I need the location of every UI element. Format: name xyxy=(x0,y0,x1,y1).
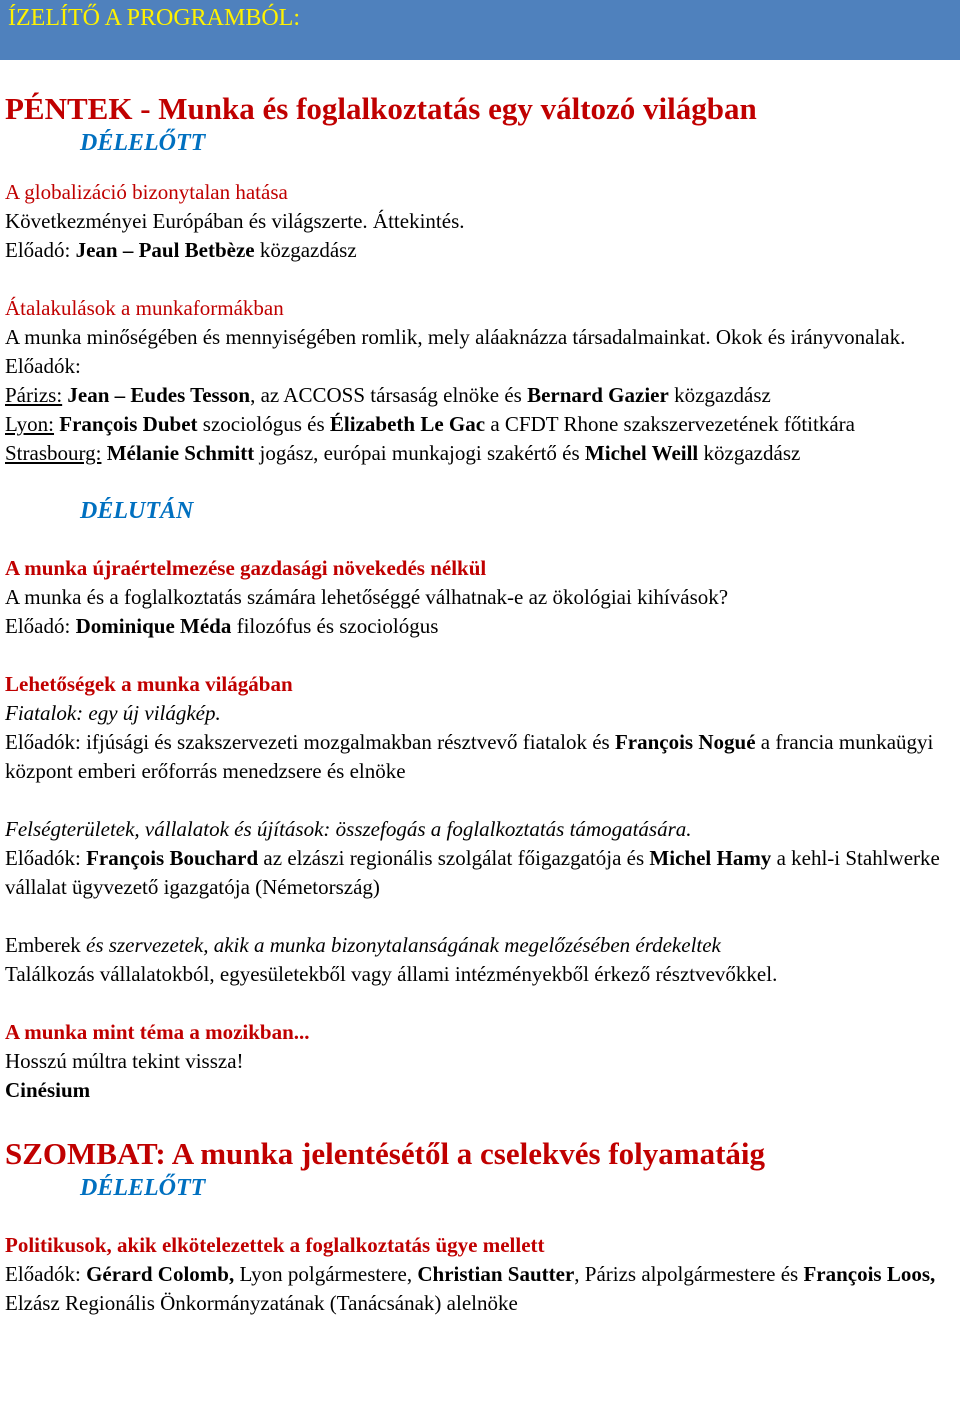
speakers-strasbourg: Strasbourg: Mélanie Schmitt jogász, európai munkajogi szakértő és Michel Weill közgazdász xyxy=(5,441,801,465)
city-label: Strasbourg: xyxy=(5,441,102,465)
session-subtitle: Fiatalok: egy új világkép. xyxy=(5,701,221,725)
session-territories xyxy=(5,815,955,902)
friday-morning-label: DÉLELŐTT xyxy=(80,130,206,156)
banner-title: ÍZELÍTŐ A PROGRAMBÓL: xyxy=(8,5,301,31)
saturday-title: SZOMBAT: A munka jelentésétől a cselekvés folyamatáig xyxy=(5,1136,766,1171)
session-desc: A munka és a foglalkoztatás számára lehetőséggé válhatnak-e az ökológiai kihívások? xyxy=(5,585,729,609)
session-desc: Hosszú múltra tekint vissza! xyxy=(5,1049,244,1073)
speakers-label: Előadók: xyxy=(5,354,81,378)
speaker-name: Jean – Paul Betbèze xyxy=(75,238,255,262)
session-cinema xyxy=(5,1018,955,1105)
session-title: Politikusok, akik elkötelezettek a foglalkoztatás ügye mellett xyxy=(5,1233,545,1257)
session-speaker: Előadók: Gérard Colomb, Lyon polgármestere, Christian Sautter, Párizs alpolgármestere és François Loos, Elzász Regionális Önkormányzatának (Tanácsának) alelnöke xyxy=(5,1262,936,1315)
program-content xyxy=(0,60,960,1318)
session-speaker: Előadók: François Bouchard az elzászi regionális szolgálat főigazgatója és Michel Hamy a kehl-i Stahlwerke vállalat ügyvezető igazgatója (Németország) xyxy=(5,846,940,899)
session-no-growth xyxy=(5,554,955,641)
program-banner xyxy=(0,0,960,60)
session-title: Emberek és szervezetek, akik a munka bizonytalanságának megelőzésében érdekeltek xyxy=(5,933,721,957)
session-opportunities xyxy=(5,670,955,786)
session-venue: Cinésium xyxy=(5,1078,91,1102)
session-desc: A munka minőségében és mennyiségében romlik, mely aláaknázza társadalmainkat. Okok és irányvonalak. xyxy=(5,325,906,349)
speakers-paris: Párizs: Jean – Eudes Tesson, az ACCOSS társaság elnöke és Bernard Gazier közgazdász xyxy=(5,383,771,407)
city-label: Párizs: xyxy=(5,383,63,407)
session-people-organizations xyxy=(5,931,955,989)
session-speaker: Előadó: Dominique Méda filozófus és szociológus xyxy=(5,614,439,638)
saturday-morning-label: DÉLELŐTT xyxy=(80,1175,206,1201)
session-title: A globalizáció bizonytalan hatása xyxy=(5,180,288,204)
session-title: Lehetőségek a munka világában xyxy=(5,672,293,696)
session-work-forms xyxy=(5,294,955,468)
session-desc: Következményei Európában és világszerte. Áttekintés. xyxy=(5,209,465,233)
session-speaker: Előadók: ifjúsági és szakszervezeti mozgalmakban résztvevő fiatalok és François Nogué a francia munkaügyi központ emberi erőforrás menedzsere és elnöke xyxy=(5,730,934,783)
session-title: A munka mint téma a mozikban... xyxy=(5,1020,310,1044)
session-title: Felségterületek, vállalatok és újítások: összefogás a foglalkoztatás támogatására. xyxy=(5,817,692,841)
city-label: Lyon: xyxy=(5,412,55,436)
friday-afternoon-label: DÉLUTÁN xyxy=(80,498,194,524)
session-politicians xyxy=(5,1231,955,1318)
session-speaker: Előadó: Jean – Paul Betbèze közgazdász xyxy=(5,238,357,262)
friday-title: PÉNTEK - Munka és foglalkoztatás egy változó világban xyxy=(5,91,757,126)
session-desc: Találkozás vállalatokból, egyesületekből vagy állami intézményekből érkező résztvevőkkel. xyxy=(5,962,778,986)
session-title: Átalakulások a munkaformákban xyxy=(5,296,284,320)
session-title: A munka újraértelmezése gazdasági növekedés nélkül xyxy=(5,556,487,580)
session-globalization xyxy=(5,178,955,265)
speakers-lyon: Lyon: François Dubet szociológus és Élizabeth Le Gac a CFDT Rhone szakszervezetének főtitkára xyxy=(5,412,855,436)
